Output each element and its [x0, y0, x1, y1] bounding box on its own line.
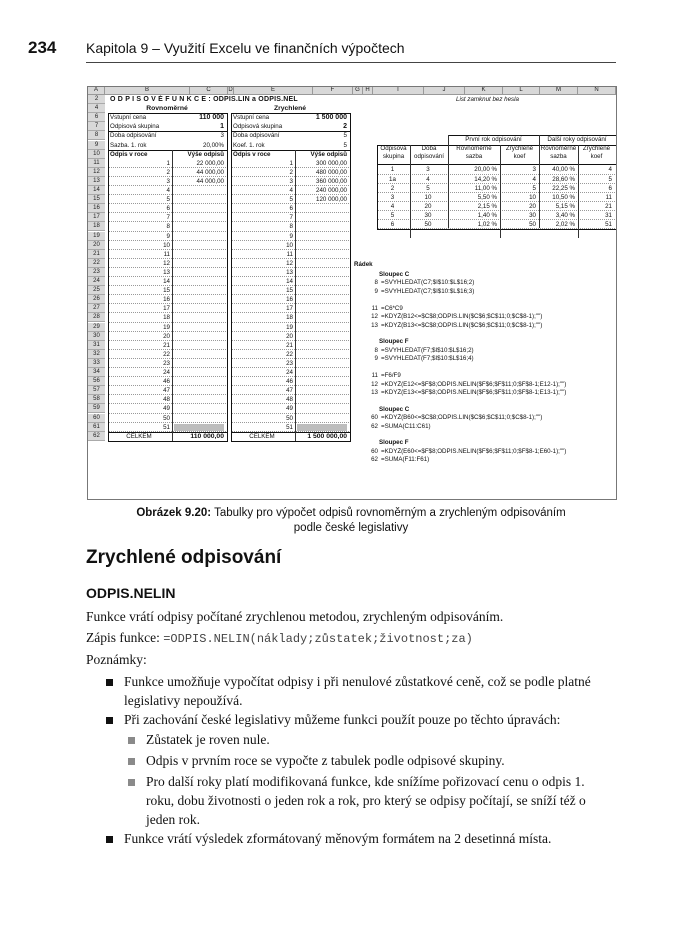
row-number: 16	[88, 204, 105, 213]
right-year: 20	[286, 332, 293, 340]
rates-cell: 1a	[389, 175, 396, 183]
formula-text: =F6/F9	[381, 372, 401, 380]
rates-cell: 5,15 %	[555, 202, 575, 210]
right-year: 9	[289, 232, 293, 240]
left-year: 50	[163, 414, 170, 422]
right-param-value: 5	[343, 132, 347, 140]
rates-cell: 4	[532, 175, 536, 183]
right-year: 16	[286, 296, 293, 304]
right-year: 23	[286, 359, 293, 367]
left-year: 8	[166, 223, 170, 231]
left-year: 3	[166, 177, 170, 185]
rates-cell: 6	[390, 221, 395, 228]
right-param-label: Odpisová skupina	[233, 123, 283, 131]
rates-header: Rovnoměrné sazba	[540, 145, 577, 161]
rates-cell: 40,00 %	[552, 166, 575, 174]
bullet-icon	[106, 679, 113, 686]
rates-cell: 10	[529, 193, 536, 201]
left-year-table-box	[108, 150, 228, 433]
row-number: 17	[88, 213, 105, 222]
sheet-title: O D P I S O V É F U N K C E : ODPIS.LIN a ODPIS.NEL	[110, 96, 298, 103]
row-number: 57	[88, 386, 105, 395]
right-amount: 360 000,00	[316, 177, 347, 185]
rates-cell: 31	[605, 211, 612, 219]
rates-cell: 20	[529, 202, 536, 210]
right-mid-line	[295, 150, 296, 441]
function-name: ODPIS.NELIN	[86, 585, 176, 601]
right-amount: 300 000,00	[316, 159, 347, 167]
left-col-amount: Výše odpisů	[187, 150, 224, 158]
left-param-value: 3	[220, 132, 224, 140]
left-year: 1	[166, 159, 170, 167]
right-total-box	[231, 432, 351, 442]
right-param-label: Vstupní cena	[233, 114, 270, 122]
sub-bullet-icon	[128, 737, 135, 744]
sheet-note: List zamknut bez hesla	[456, 96, 519, 103]
sub-bullet-icon	[128, 758, 135, 765]
formula-section-title: Sloupec F	[379, 439, 409, 447]
rates-cell: 6	[608, 184, 612, 192]
formula-text: =KDYŽ(B12<=$C$8;ODPIS.LIN($C$6;$C$11;0;$C$8-1);"")	[381, 313, 543, 321]
left-year: 23	[163, 359, 170, 367]
left-year: 4	[166, 187, 170, 194]
formula-text: =SUMA(C11:C61)	[381, 422, 431, 430]
left-param-label: Odpisová skupina	[110, 123, 160, 131]
rates-table-box	[377, 164, 617, 230]
rates-header: Doba odpisování	[414, 145, 444, 161]
sub-bullet-3: Pro další roky platí modifikovaná funkce, kde snížíme pořizovací cenu o odpis 1. roku, dobu životnosti o jeden rok a rok, pro který se odpisy počítají, se sníží též o jeden rok.	[146, 774, 586, 827]
column-letter: L	[503, 87, 540, 95]
column-letter: H	[363, 87, 373, 95]
left-year: 48	[163, 396, 170, 404]
row-number: 10	[88, 150, 105, 159]
left-param-label: Vstupní cena	[110, 114, 147, 122]
right-year: 50	[286, 414, 293, 422]
left-year: 22	[163, 350, 170, 358]
page-header	[0, 0, 700, 70]
column-letter: M	[540, 87, 578, 95]
rates-cell: 1,02 %	[477, 221, 497, 228]
rates-col-line	[410, 145, 411, 238]
rates-cell: 10,50 %	[552, 193, 575, 201]
caption-label: Obrázek 9.20:	[136, 507, 212, 519]
left-total-label: CELKEM	[126, 432, 152, 440]
left-year: 17	[163, 305, 170, 313]
right-period-box	[231, 131, 351, 150]
left-col-year: Odpis v roce	[110, 150, 148, 158]
column-letter: J	[424, 87, 465, 95]
right-year: 21	[286, 341, 293, 349]
row-number: 56	[88, 377, 105, 386]
rates-cell: 5	[532, 184, 536, 192]
column-letter: F	[313, 87, 353, 95]
formula-row-ref: 62	[371, 422, 378, 430]
rates-cell: 4	[608, 166, 612, 174]
left-price-box	[108, 113, 228, 132]
rates-cell: 4	[426, 175, 430, 183]
formula-row-ref: 12	[371, 313, 378, 321]
row-number: 34	[88, 368, 105, 377]
left-year: 20	[163, 332, 170, 340]
column-letter: A	[88, 87, 105, 95]
row-number: 18	[88, 222, 105, 231]
column-letter: N	[578, 87, 616, 95]
row-number: 32	[88, 350, 105, 359]
formulas-heading: Řádek	[354, 260, 373, 268]
formula-text: =SVYHLEDAT(F7;$I$10:$L$16;2)	[381, 346, 474, 354]
rates-cell: 50	[424, 221, 432, 228]
rates-cell: 11	[605, 193, 612, 201]
row-number: 8	[88, 131, 105, 140]
rates-cell: 2	[390, 184, 395, 192]
formula-section-title: Sloupec C	[379, 405, 410, 413]
sub-bullet-2: Odpis v prvním roce se vypočte z tabulek podle odpisové skupiny.	[146, 753, 505, 768]
rates-cell: 5,50 %	[477, 193, 497, 201]
row-number: 59	[88, 404, 105, 413]
formula-section-title: Sloupec C	[379, 270, 410, 278]
sub-bullet-icon	[128, 779, 135, 786]
rates-cell: 14,20 %	[474, 175, 497, 183]
formula-text: =SVYHLEDAT(C7;$I$10:$L$16;2)	[381, 279, 475, 287]
row-number: 33	[88, 359, 105, 368]
row-number: 23	[88, 268, 105, 277]
right-param-value: 2	[343, 123, 347, 131]
right-param-label: Doba odpisování	[233, 132, 280, 140]
column-letter: I	[373, 87, 424, 95]
right-col-amount: Výše odpisů	[310, 150, 347, 158]
figure-caption	[87, 506, 615, 536]
left-year: 15	[163, 287, 170, 295]
bullet-3: Funkce vrátí výsledek zformátovaný měnovým formátem na 2 desetinná místa.	[124, 831, 552, 846]
caption-line1: Tabulky pro výpočet odpisů rovnoměrným a zrychleným odpisováním	[214, 507, 566, 519]
left-year: 10	[163, 241, 170, 249]
formula-row-ref: 13	[371, 321, 378, 329]
section-title: Zrychlené odpisování	[86, 547, 282, 568]
left-param-label: Sazba. 1. rok	[110, 141, 147, 149]
rates-cell: 11,00 %	[474, 184, 497, 192]
page-number: 234	[28, 38, 57, 57]
row-number: 15	[88, 195, 105, 204]
left-amount: 44 000,00	[196, 177, 224, 185]
left-year: 49	[163, 405, 170, 413]
column-letter: B	[105, 87, 190, 95]
syntax-label: Zápis funkce:	[86, 630, 160, 645]
row-number: 2	[88, 95, 105, 104]
formula-text: =KDYŽ(E60<=$F$8;ODPIS.NELIN($F$6;$F$11;0;$F$8-1;E60-1);"")	[381, 447, 567, 455]
formula-row-ref: 11	[371, 304, 378, 312]
right-year: 5	[289, 196, 293, 204]
rates-cell: 1	[390, 166, 395, 174]
right-year: 51	[286, 423, 293, 431]
left-table-heading: Rovnoměrné	[146, 105, 188, 113]
left-amount: 22 000,00	[196, 159, 224, 167]
left-param-value: 20,00%	[203, 141, 224, 149]
row-number: 4	[88, 104, 105, 113]
left-total-box	[108, 432, 228, 442]
right-year: 4	[289, 187, 293, 194]
left-year: 5	[166, 196, 170, 204]
rates-cell: 22,25 %	[552, 184, 575, 192]
column-letter: C	[190, 87, 228, 95]
rates-col-line	[448, 135, 449, 228]
right-year: 22	[286, 350, 293, 358]
left-param-label: Doba odpisování	[110, 132, 157, 140]
left-year: 19	[163, 323, 170, 331]
rates-cell: 51	[605, 221, 612, 228]
left-year: 14	[163, 278, 170, 285]
rates-cell: 28,60 %	[552, 175, 575, 183]
formula-text: =KDYŽ(E12<=$F$8;ODPIS.NELIN($F$6;$F$11;0;$F$8-1;E12-1);"")	[381, 380, 567, 388]
left-year: 46	[163, 378, 170, 386]
row-number: 62	[88, 432, 105, 441]
syntax-line	[86, 628, 626, 649]
rates-col-line	[500, 145, 501, 238]
formula-row-ref: 62	[371, 456, 378, 464]
rates-cell: 30	[424, 211, 432, 219]
left-year: 51	[163, 423, 170, 431]
rates-cell: 10	[424, 193, 432, 201]
bullet-2: Při zachování české legislativy můžeme funkci použít pouze po těchto úpravách:	[124, 712, 561, 727]
formula-row-ref: 13	[371, 389, 378, 397]
right-year: 18	[286, 314, 293, 322]
left-year: 18	[163, 314, 170, 322]
column-letter: K	[465, 87, 503, 95]
spreadsheet-figure	[87, 86, 617, 500]
bullet-1: Funkce umožňuje vypočítat odpisy i při nenulové zůstatkové ceně, což se podle platné legislativy nepoužívá.	[124, 674, 591, 708]
rates-cell: 2,02 %	[555, 221, 575, 228]
left-year: 6	[166, 205, 170, 213]
right-year: 11	[286, 250, 293, 258]
left-year: 16	[163, 296, 170, 304]
right-year: 8	[289, 223, 293, 231]
row-number: 13	[88, 177, 105, 186]
right-year: 10	[286, 241, 293, 249]
rates-header: Zrychlené koef	[505, 145, 534, 161]
row-number: 61	[88, 423, 105, 432]
rates-col-line	[539, 135, 540, 228]
row-number: 27	[88, 304, 105, 313]
row-number: 12	[88, 168, 105, 177]
rates-header: Rovnoměrné sazba	[456, 145, 492, 161]
right-param-label: Koef. 1. rok	[233, 141, 265, 149]
formula-row-ref: 12	[371, 380, 378, 388]
right-col-year: Odpis v roce	[233, 150, 271, 158]
right-table-heading: Zrychlené	[273, 105, 307, 113]
right-year: 3	[289, 177, 293, 185]
rates-col-line	[578, 145, 579, 238]
rates-cell: 5	[390, 211, 395, 219]
left-param-value: 1	[220, 123, 224, 131]
row-number: 60	[88, 414, 105, 423]
right-year-table-box	[231, 150, 351, 433]
right-amount: 480 000,00	[316, 168, 347, 176]
row-number: 22	[88, 259, 105, 268]
right-year: 15	[286, 287, 293, 295]
right-year: 1	[289, 159, 293, 167]
rates-header: Odpisová skupina	[380, 145, 407, 161]
syntax-code: =ODPIS.NELIN(náklady;zůstatek;životnost;za)	[163, 632, 473, 646]
row-number: 26	[88, 295, 105, 304]
rates-cell: 3,40 %	[555, 211, 575, 219]
left-period-box	[108, 131, 228, 150]
sub-bullet-1: Zůstatek je roven nule.	[146, 732, 270, 747]
rates-cell: 3	[426, 166, 430, 174]
right-year: 13	[286, 268, 293, 276]
rates-cell: 3	[532, 166, 536, 174]
rates-header-box	[377, 145, 617, 165]
formula-section-title: Sloupec F	[379, 338, 409, 346]
row-number: 21	[88, 250, 105, 259]
row-number: 58	[88, 395, 105, 404]
formula-row-ref: 60	[371, 414, 378, 422]
row-number: 19	[88, 232, 105, 241]
bullet-icon	[106, 717, 113, 724]
row-number: 30	[88, 332, 105, 341]
row-number: 11	[88, 159, 105, 168]
right-total-label: CELKEM	[249, 432, 275, 440]
left-total: 110 000,00	[190, 432, 224, 440]
left-year: 13	[163, 268, 170, 276]
formula-text: =KDYŽ(E13<=$F$8;ODPIS.NELIN($F$6;$F$11;0;$F$8-1;E13-1);"")	[381, 389, 567, 397]
column-letter: E	[234, 87, 313, 95]
right-year: 46	[286, 378, 293, 386]
column-letter: G	[353, 87, 363, 95]
rates-cell: 21	[605, 202, 612, 210]
right-price-box	[231, 113, 351, 132]
right-year: 7	[289, 214, 293, 222]
row-number: 14	[88, 186, 105, 195]
right-year: 19	[286, 323, 293, 331]
row-number: 6	[88, 113, 105, 122]
column-letter: D	[228, 87, 233, 93]
formula-text: =SUMA(F11:F61)	[381, 456, 430, 464]
row-number: 20	[88, 241, 105, 250]
formula-row-ref: 8	[374, 279, 378, 287]
left-param-value: 110 000	[199, 114, 224, 122]
row-number: 29	[88, 323, 105, 332]
left-mid-line	[172, 150, 173, 441]
right-year: 14	[286, 278, 293, 285]
rates-cell: 30	[529, 211, 536, 219]
right-year: 24	[286, 369, 293, 376]
right-year: 2	[289, 168, 293, 176]
formula-text: =SVYHLEDAT(C7;$I$10:$L$16;3)	[381, 287, 475, 295]
left-year: 11	[163, 250, 170, 258]
formula-row-ref: 11	[371, 372, 378, 380]
rates-cell: 2,15 %	[477, 202, 497, 210]
right-year: 6	[289, 205, 293, 213]
row-number: 31	[88, 341, 105, 350]
intro-paragraph: Funkce vrátí odpisy počítané zrychlenou metodou, zrychleným odpisováním.	[86, 609, 504, 624]
rates-cell: 50	[529, 221, 536, 228]
left-amount: 44 000,00	[196, 168, 224, 176]
right-year: 17	[286, 305, 293, 313]
row-number: 9	[88, 141, 105, 150]
formula-row-ref: 60	[371, 447, 378, 455]
bullet-icon	[106, 836, 113, 843]
caption-line2: podle české legislativy	[293, 522, 409, 534]
rates-cell: 1,40 %	[477, 211, 497, 219]
row-number: 25	[88, 286, 105, 295]
rates-cell: 5	[608, 175, 612, 183]
left-year: 21	[163, 341, 170, 349]
left-year: 2	[166, 168, 170, 176]
formula-row-ref: 9	[374, 355, 378, 363]
right-param-value: 1 500 000	[315, 114, 347, 122]
left-year: 12	[163, 259, 170, 267]
row-number: 24	[88, 277, 105, 286]
header-rule	[86, 62, 616, 63]
right-amount: 120 000,00	[316, 196, 347, 204]
formula-text: =KDYŽ(B60<=$C$8;ODPIS.LIN($C$6;$C$11;0;$C$8-1);"")	[381, 414, 543, 422]
right-year: 12	[286, 259, 293, 267]
rates-cell: 20	[424, 202, 432, 210]
right-amount: 240 000,00	[316, 187, 347, 194]
notes-label: Poznámky:	[86, 652, 147, 667]
formula-row-ref: 8	[374, 346, 378, 354]
rates-cell: 20,00 %	[474, 166, 497, 174]
right-year: 49	[286, 405, 293, 413]
chapter-title: Kapitola 9 – Využití Excelu ve finančních výpočtech	[86, 40, 405, 56]
formula-text: =C6*C9	[381, 304, 403, 312]
row-number: 7	[88, 122, 105, 131]
rates-cell: 3	[390, 193, 395, 201]
rates-cell: 4	[390, 202, 395, 210]
formula-text: =KDYŽ(B13<=$C$8;ODPIS.LIN($C$6;$C$11;0;$C$8-1);"")	[381, 321, 543, 329]
rates-cell: 5	[426, 184, 430, 192]
left-year: 47	[163, 387, 170, 395]
left-year: 7	[166, 214, 170, 222]
row-number: 28	[88, 313, 105, 322]
right-param-value: 5	[343, 141, 347, 149]
left-year: 9	[166, 232, 170, 240]
left-year: 24	[163, 369, 170, 376]
formula-row-ref: 9	[374, 287, 378, 295]
rates-group-first: První rok odpisování	[465, 136, 522, 144]
right-year: 48	[286, 396, 293, 404]
formula-text: =SVYHLEDAT(F7;$I$10:$L$16;4)	[381, 355, 474, 363]
right-total: 1 500 000,00	[307, 432, 347, 440]
right-year: 47	[286, 387, 293, 395]
rates-group-next: Další roky odpisování	[547, 136, 607, 144]
rates-header: Zrychlené koef	[582, 145, 611, 161]
